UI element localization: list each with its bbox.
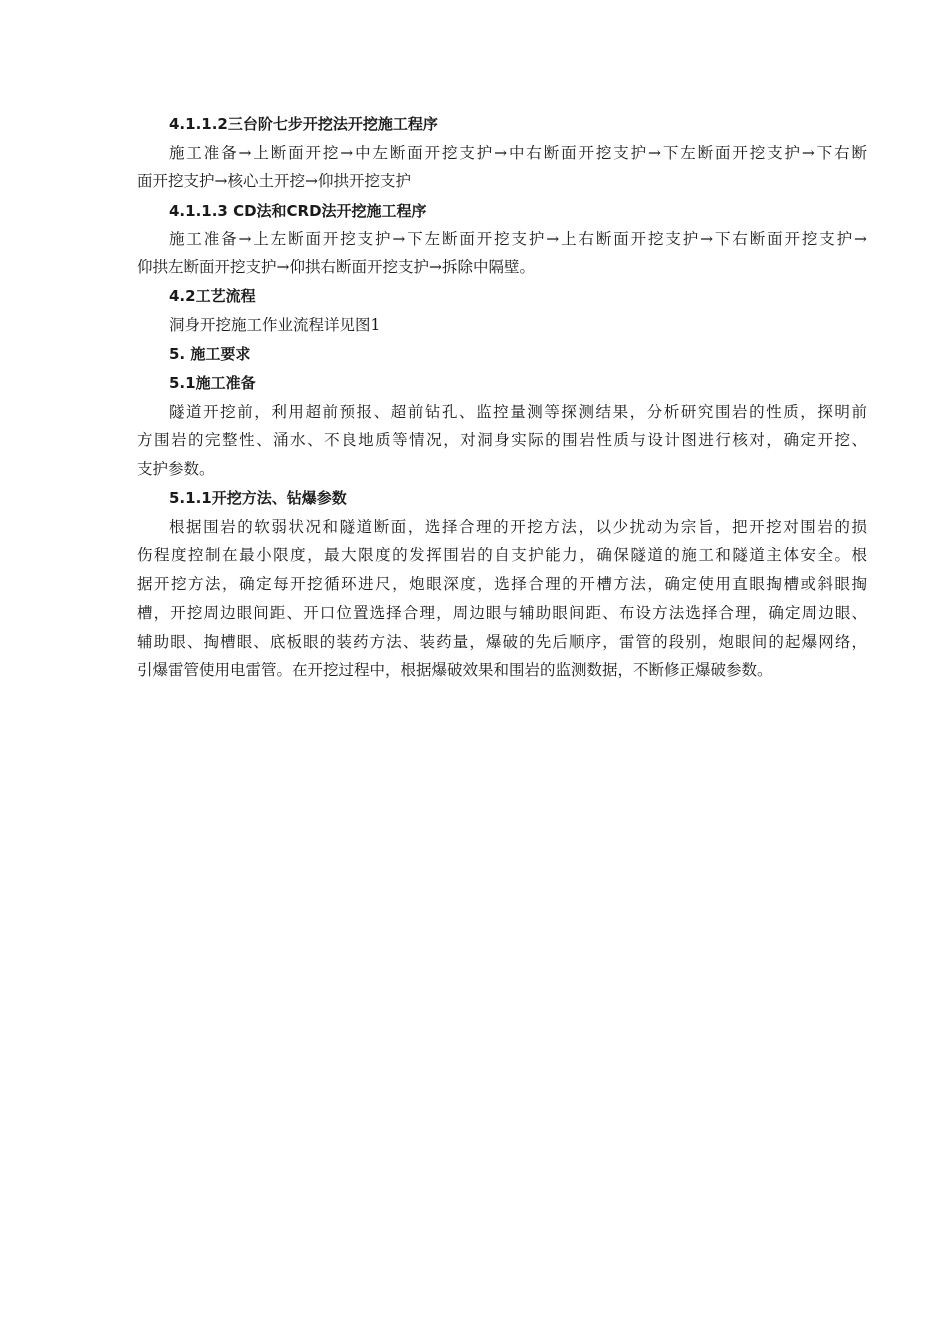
heading-4-1-1-2: 4.1.1.2三台阶七步开挖法开挖施工程序 [169, 115, 438, 133]
paragraph-line: 施工准备→上断面开挖→中左断面开挖支护→中右断面开挖支护→下左断面开挖支护→下右断 [169, 144, 867, 162]
paragraph-line: 槽，开挖周边眼间距、开口位置选择合理，周边眼与辅助眼间距、布设方法选择合理，确定周边眼、 [137, 604, 867, 622]
paragraph-line: 支护参数。 [137, 460, 215, 478]
heading-5-1: 5.1施工准备 [169, 374, 256, 392]
heading-4-1-1-3: 4.1.1.3 CD法和CRD法开挖施工程序 [169, 202, 427, 220]
heading-5-1-1: 5.1.1开挖方法、钻爆参数 [169, 489, 347, 507]
paragraph-line: 洞身开挖施工作业流程详见图1 [169, 316, 381, 334]
paragraph-line: 引爆雷管使用电雷管。在开挖过程中，根据爆破效果和围岩的监测数据，不断修正爆破参数。 [137, 661, 773, 679]
paragraph-line: 面开挖支护→核心土开挖→仰拱开挖支护 [137, 172, 411, 190]
paragraph-line: 方围岩的完整性、涌水、不良地质等情况，对洞身实际的围岩性质与设计图进行核对，确定开挖、 [137, 431, 867, 449]
heading-5: 5. 施工要求 [169, 345, 251, 363]
paragraph-line: 施工准备→上左断面开挖支护→下左断面开挖支护→上右断面开挖支护→下右断面开挖支护→ [169, 230, 867, 248]
paragraph-line: 隧道开挖前，利用超前预报、超前钻孔、监控量测等探测结果，分析研究围岩的性质，探明前 [169, 403, 867, 421]
paragraph-line: 伤程度控制在最小限度，最大限度的发挥围岩的自支护能力，确保隧道的施工和隧道主体安全。根 [137, 546, 867, 564]
paragraph-line: 仰拱左断面开挖支护→仰拱右断面开挖支护→拆除中隔壁。 [137, 258, 535, 276]
paragraph-line: 据开挖方法，确定每开挖循环进尺，炮眼深度，选择合理的开槽方法，确定使用直眼掏槽或斜眼掏 [137, 575, 867, 593]
paragraph-line: 根据围岩的软弱状况和隧道断面，选择合理的开挖方法，以少扰动为宗旨，把开挖对围岩的损 [169, 518, 867, 536]
heading-4-2: 4.2工艺流程 [169, 287, 256, 305]
paragraph-line: 辅助眼、掏槽眼、底板眼的装药方法、装药量，爆破的先后顺序，雷管的段别，炮眼间的起爆网络， [137, 633, 867, 651]
